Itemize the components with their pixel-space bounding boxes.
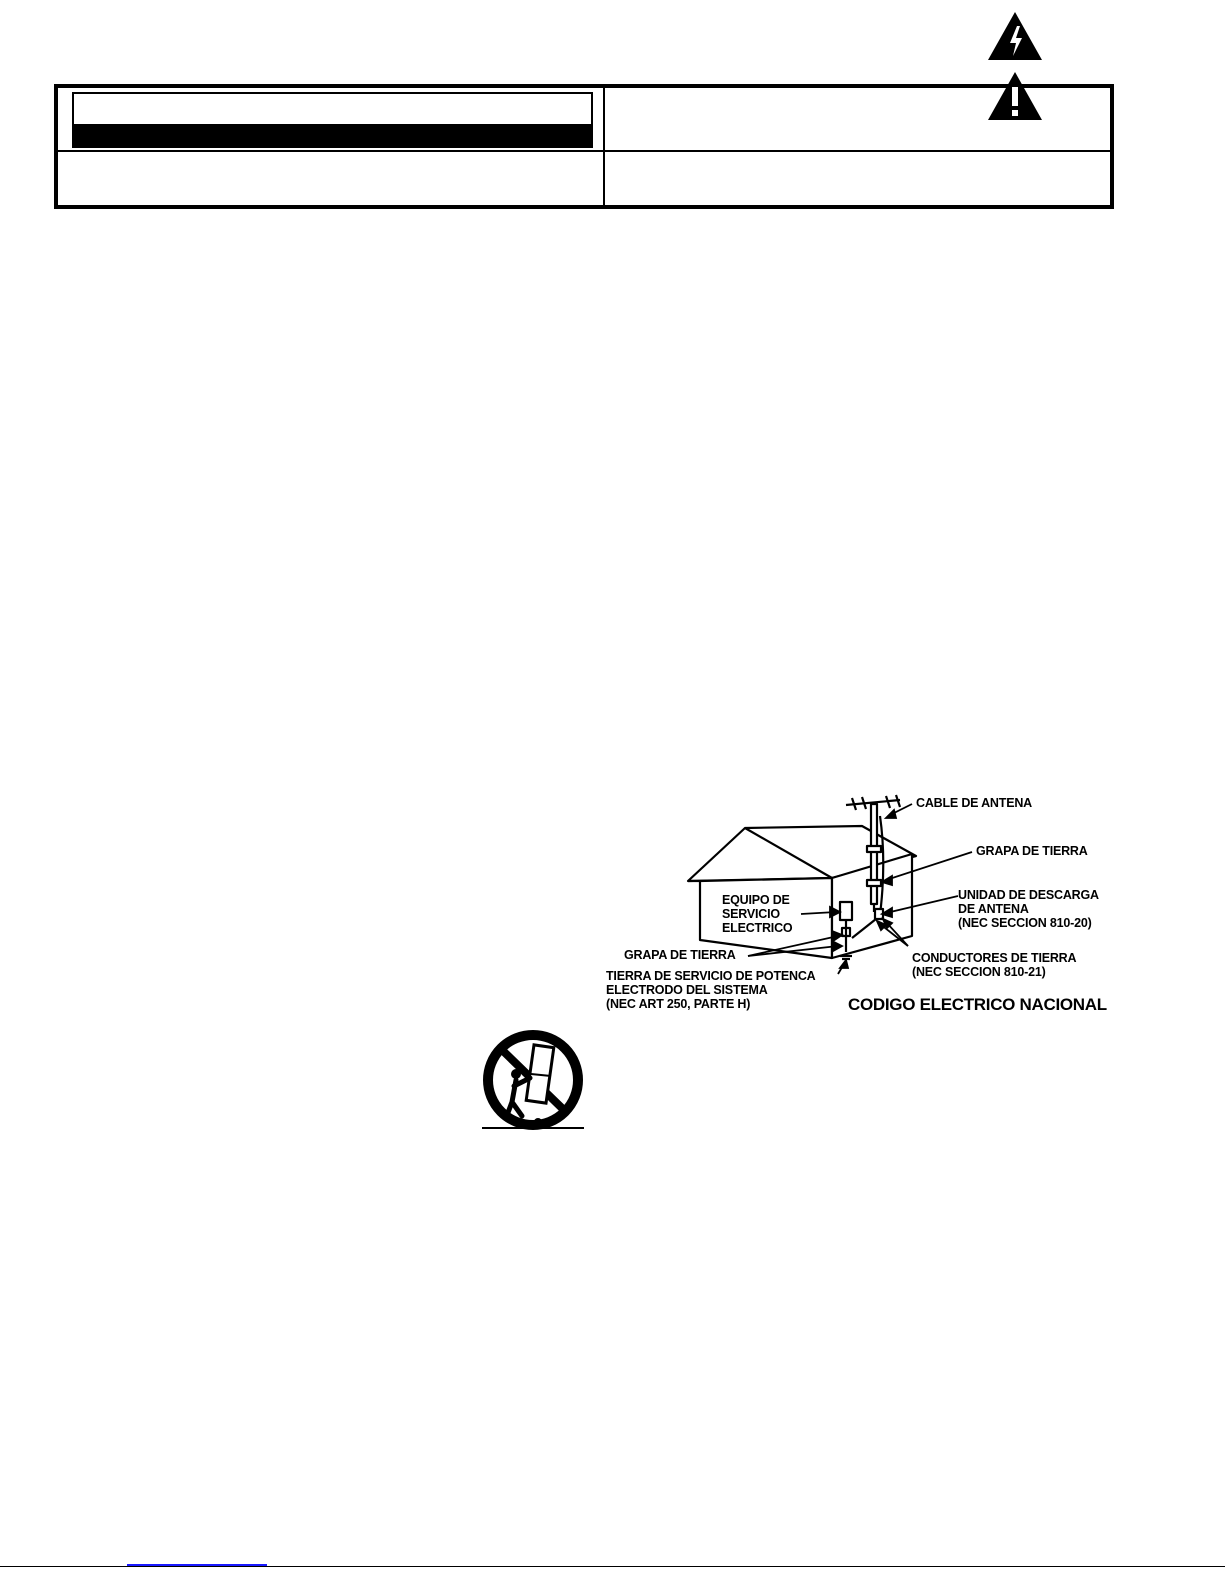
lightning-bolt-triangle-icon (986, 10, 1044, 62)
label-unidad-de-descarga: UNIDAD DE DESCARGA DE ANTENA (NEC SECCION 810-20) (958, 888, 1099, 930)
warning-table (54, 84, 1114, 209)
antenna-grounding-diagram (600, 788, 1125, 1020)
table-row-divider (58, 150, 1110, 152)
footer-rule (0, 1566, 1225, 1567)
label-equipo-de-servicio: EQUIPO DE SERVICIO ELECTRICO (722, 893, 793, 935)
label-codigo-electrico: CODIGO ELECTRICO NACIONAL (848, 995, 1107, 1014)
exclamation-triangle-icon (986, 70, 1044, 122)
caution-label-box (72, 92, 593, 148)
label-grapa-de-tierra-right: GRAPA DE TIERRA (976, 844, 1088, 858)
footer-link-underline[interactable] (127, 1564, 267, 1566)
table-column-divider (603, 88, 605, 205)
caution-label-bar (74, 124, 591, 146)
label-cable-de-antena: CABLE DE ANTENA (916, 796, 1032, 810)
no-cart-tipover-icon (478, 1030, 588, 1141)
label-conductores-de-tierra: CONDUCTORES DE TIERRA (NEC SECCION 810-21) (912, 951, 1077, 979)
label-grapa-de-tierra-left: GRAPA DE TIERRA (624, 948, 736, 962)
label-tierra-de-servicio: TIERRA DE SERVICIO DE POTENCA ELECTRODO DEL SISTEMA (NEC ART 250, PARTE H) (606, 969, 816, 1011)
